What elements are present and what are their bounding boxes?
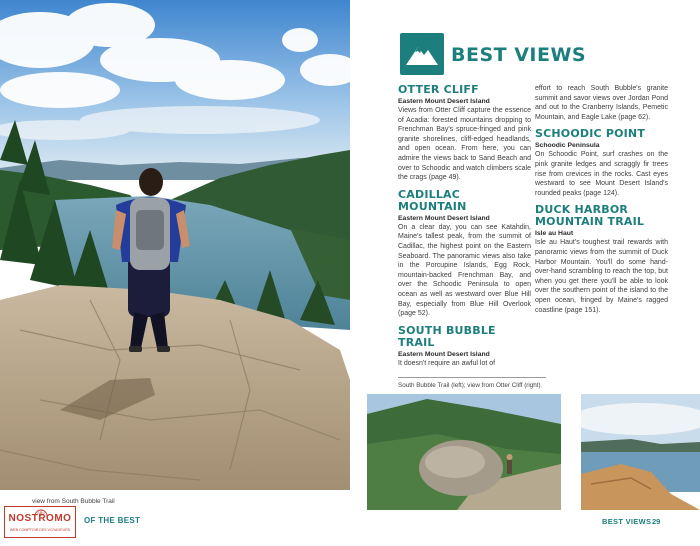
text-column-left [398,84,531,368]
section-body: On Schoodic Point, surf crashes on the pink granite ledges and scraggly fir trees rise from crevices in the rocks. Cast eyes westward to see Mount Desert Island's rounded peaks (page 124). [535,151,668,197]
page-number: 29 [652,517,661,526]
hiker-lake-illustration [0,0,350,490]
coast-illustration [581,394,700,510]
otter-cliff-photo [581,394,700,510]
south-bubble-boulder-photo [367,394,561,510]
right-running-footer: BEST VIEWS [602,517,652,526]
page-title: BEST VIEWS [451,44,587,66]
section-body: Isle au Haut's toughest trail rewards with panoramic views from the summit of Duck Harbor Mountain. You'll do some hand-over-hand scrambling to reach the top, but when you get there you'll be able to look over the southern point of the island to the open ocean, fringed by Maine's ragged coastline (page 151). [535,239,668,314]
left-photo-caption: view from South Bubble Trail [32,498,115,505]
caption-divider [398,377,546,378]
section-location: Eastern Mount Desert Island [398,98,490,105]
mountain-icon [404,37,440,71]
section-body: On a clear day, you can see Katahdin, Maine's tallest peak, from the summit of Cadillac, the highest point on the Eastern Seaboard. The panoramic views also take in the Porcupine Islands, Egg Rock, mountain-backed Frenchman Bay, and over the Schoodic Peninsula to open ocean as well as westward over Blue Hill Bay, especially from Blue Hill Overlook (page 52). [398,223,531,318]
section-heading: CADILLAC MOUNTAIN [398,187,467,213]
section-heading: OTTER CLIFF [398,83,479,96]
section-heading: SCHOODIC POINT [535,127,646,141]
section-location: Eastern Mount Desert Island [398,214,490,222]
section-location: Isle au Haut [535,230,574,238]
logo-name: NOSTROMO [8,513,72,524]
section-badge [400,33,444,75]
nostromo-watermark-logo [4,506,76,538]
logo-tagline: WEB COMPTOIR DES VOYAGEURS [9,528,71,532]
section-body: Views from Otter Cliff capture the essence of Acadia: forested mountains dropping to Frenchman Bay's spruce-fringed and pink granite shorelines, cliff-edged headlands, and open ocean. From here, you can admire the views back to Sand Beach and over to Schoodic and watch climbers scale the crags (page 49). [398,107,531,182]
section-heading: DUCK HARBOR MOUNTAIN TRAIL [535,203,645,229]
section-body-continued: effort to reach South Bubble's granite summit and savor views over Jordan Pond and out to the Cranberry Islands, Pemetic Mountain, and Eagle Lake (page 62). [535,85,668,121]
right-photos-caption: South Bubble Trail (left); view from Otter Cliff (right) [398,382,541,389]
section-heading: SOUTH BUBBLE TRAIL [398,323,496,349]
hiker-lake-photo [0,0,350,490]
text-column-right [535,84,668,315]
boulder-illustration [367,394,561,510]
section-location: Eastern Mount Desert Island [398,350,490,358]
section-body-start: It doesn't require an awful lot of [398,359,496,367]
left-running-footer: OF THE BEST [84,516,141,525]
section-location: Schoodic Peninsula [535,142,600,150]
